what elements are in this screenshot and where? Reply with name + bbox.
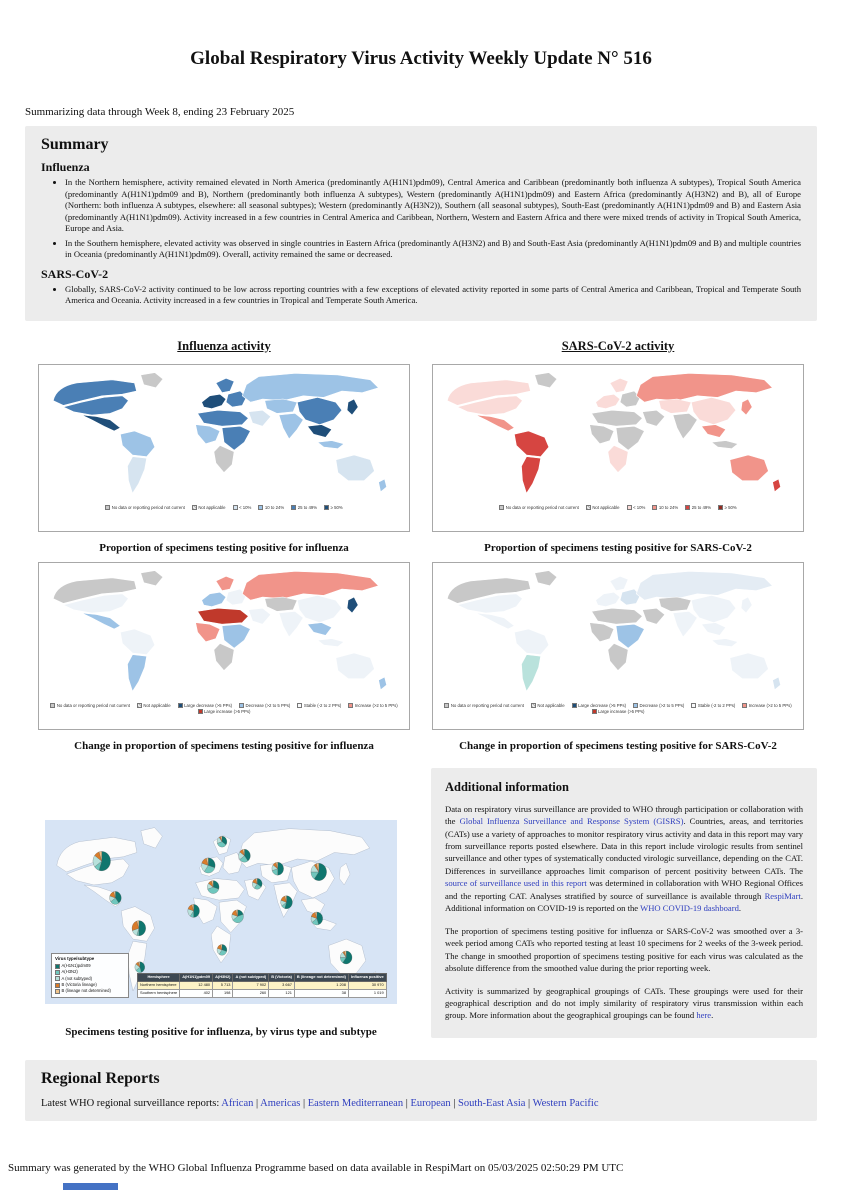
legend-label: < 10% (633, 504, 646, 510)
subtype-table-cell: 1 208 (294, 981, 348, 989)
legend-swatch (685, 505, 690, 510)
legend-item (50, 703, 130, 708)
legend-label: Stable (-2 to 2 PPs) (697, 702, 736, 708)
legend-label: ≥ 50% (724, 504, 737, 510)
influenza-change-caption: Change in proportion of specimens testing positive for influenza (74, 739, 374, 752)
subtype-table-cell: 7 902 (233, 981, 269, 989)
paragraph-text: . Countries, areas, and territories (CATs) use a variety of approaches to monitor respiratory virus activity and data in this report may vary from surveillance reports posted elsewhere. Data in this report include virologic results from sentinel surveillance and other types of systematically conducted virologic surveillance, depending on the CAT. Differences in surveillance approaches limit comparison of percent positivity between CATs. The (445, 816, 803, 876)
legend-label: Not applicable (198, 504, 226, 510)
legend-swatch (192, 505, 197, 510)
summary-section (25, 126, 817, 321)
map-legend (41, 703, 407, 714)
regional-reports-heading: Regional Reports (41, 1069, 160, 1087)
info-paragraph (445, 925, 803, 975)
legend-swatch (50, 703, 55, 708)
world-map (435, 565, 801, 701)
legend-swatch (531, 703, 536, 708)
inline-link[interactable]: WHO COVID-19 dashboard (640, 903, 739, 914)
legend-label: Decrease (>2 to 5 PPs) (245, 702, 291, 708)
pie-legend-swatch (55, 970, 60, 975)
subtype-table-header-cell: B (Victoria) (269, 974, 295, 982)
legend-swatch (137, 703, 142, 708)
regional-reports-prefix: Latest WHO regional surveillance reports: (41, 1097, 222, 1109)
legend-swatch (742, 703, 747, 708)
legend-label: ≥ 50% (330, 504, 343, 510)
legend-item (718, 505, 737, 510)
subtype-pie-column (25, 768, 417, 1046)
influenza-maps-column (38, 327, 410, 760)
legend-item (258, 505, 284, 510)
pie-legend-swatch (55, 964, 60, 969)
regional-reports-section (25, 1060, 817, 1121)
link-separator: | (403, 1097, 411, 1109)
legend-swatch (239, 703, 244, 708)
additional-info-heading: Additional information (445, 779, 569, 794)
legend-label: No data or reporting period not current (56, 702, 130, 708)
influenza-bullet: • In the Northern hemisphere, activity remained elevated in North America (predominantly A(H1N1)pdm09), Central America and Caribbean (predominantly both influenza A subtypes), Tropical South America (predominantly A(H1N1)pdm09 and B), Northern (predominantly both influenza A subtypes), Western (predominantly A(H1N1)pdm09) and Eastern Africa (predominantly A(H3N2) and B), all of Europe (Northern: both influenza A subtypes, elsewhere: all seasonal subtypes); Western (predominantly A(H3N2)), Southern (all seasonal subtypes), South-East (predominantly A(H1N1)pdm09 and B) and Eastern Asia (predominantly A(H1N1)pdm09). Activity increased in a few countries in Central America and Caribbean, Northern, Western and Eastern Africa and there were mixed trends of activity in Tropical South America, Europe and Asia. (65, 177, 801, 235)
pie-map-caption: Specimens testing positive for influenza, by virus type and subtype (65, 1025, 377, 1038)
legend-swatch (291, 505, 296, 510)
influenza-proportion-map (38, 364, 410, 532)
legend-item (198, 709, 251, 714)
subtype-table-cell: 198 (213, 989, 233, 997)
sars-bullet-list (41, 284, 801, 307)
legend-item (627, 505, 646, 510)
legend-swatch (324, 505, 329, 510)
influenza-activity-title: Influenza activity (177, 338, 271, 353)
legend-swatch (718, 505, 723, 510)
legend-label: Large increase (>5 PPs) (598, 708, 645, 714)
legend-item (572, 703, 626, 708)
legend-item (633, 703, 684, 708)
influenza-change-map (38, 562, 410, 730)
legend-item (691, 703, 735, 708)
legend-label: Increase (>2 to 5 PPs) (748, 702, 792, 708)
pie-legend-item (55, 988, 125, 994)
paragraph-text: . (711, 1010, 714, 1021)
legend-label: 25 to 49% (297, 504, 318, 510)
legend-label: Stable (-2 to 2 PPs) (303, 702, 342, 708)
legend-swatch (258, 505, 263, 510)
legend-label: Not applicable (592, 504, 620, 510)
legend-swatch (652, 505, 657, 510)
pie-legend-swatch (55, 989, 60, 994)
subtype-table (137, 973, 387, 998)
subtype-pie-map (45, 820, 397, 1004)
legend-label: 25 to 49% (691, 504, 712, 510)
legend-swatch (572, 703, 577, 708)
legend-swatch (105, 505, 110, 510)
legend-item (531, 703, 565, 708)
legend-label: No data or reporting period not current (111, 504, 185, 510)
legend-label: 10 to 24% (658, 504, 679, 510)
legend-label: Not applicable (143, 702, 171, 708)
inline-link[interactable]: here (696, 1010, 712, 1021)
legend-item (742, 703, 791, 708)
link-separator: | (253, 1097, 261, 1109)
regional-link-americas[interactable]: Americas (260, 1097, 301, 1109)
legend-item (178, 703, 232, 708)
pie-legend-title: Virus type/subtype (55, 955, 95, 961)
legend-item (233, 505, 252, 510)
legend-item (137, 703, 171, 708)
legend-label: Large increase (>5 PPs) (204, 708, 251, 714)
report-period: Summarizing data through Week 8, ending 23 February 2025 (25, 106, 295, 118)
legend-swatch (348, 703, 353, 708)
influenza-bullet: • In the Southern hemisphere, elevated activity was observed in single countries in Eastern Africa (predominantly A(H3N2) and B) and South-East Asia (predominantly A(H1N1)pdm09 and B) and multiple countries in Oceania (predominantly A(H1N1)pdm09). Overall, activity remained the same or decreased. (65, 238, 801, 261)
link-separator: | (450, 1097, 459, 1109)
paragraph-text: was determined in collaboration with WHO Regional Offices and the reporting CAT. Analyses stratified by source of surveillance is available through (445, 878, 803, 901)
sars-proportion-map (432, 364, 804, 532)
subtype-table-header-cell: Hemisphere (138, 974, 180, 982)
subtype-table-cell: 260 (233, 989, 269, 997)
legend-swatch (627, 505, 632, 510)
influenza-proportion-caption: Proportion of specimens testing positive for influenza (99, 541, 349, 554)
legend-label: 10 to 24% (264, 504, 285, 510)
legend-swatch (592, 709, 597, 714)
paragraph-text: . Additional information on COVID-19 is reported on the (445, 890, 803, 914)
legend-swatch (444, 703, 449, 708)
legend-item (444, 703, 524, 708)
pie-legend-label: A(H1N1)pdm09 (61, 963, 91, 969)
bottom-logo-strip (63, 1183, 118, 1190)
subtype-table-header-cell: A(H3N2) (213, 974, 233, 982)
subtype-table-header-cell: Influenza positive (348, 974, 386, 982)
regional-links (221, 1098, 598, 1109)
subtype-table-cell: 3 667 (269, 981, 295, 989)
additional-info-section (431, 768, 817, 1038)
summary-heading: Summary (41, 136, 109, 153)
map-legend (435, 703, 801, 714)
footer-note: Summary was generated by the WHO Global Influenza Programme based on data available in RespiMart on 05/03/2025 02:50:29 PM UTC (8, 1162, 624, 1174)
legend-swatch (198, 709, 203, 714)
link-separator: | (525, 1097, 533, 1109)
map-legend (435, 505, 801, 510)
legend-item (192, 505, 226, 510)
legend-item (291, 505, 317, 510)
subtype-table-header-cell: A (not subtyped) (233, 974, 269, 982)
subtype-table-cell: 402 (180, 989, 213, 997)
legend-item (652, 505, 678, 510)
legend-swatch (586, 505, 591, 510)
legend-label: Large decrease (>5 PPs) (184, 702, 233, 708)
sars-change-map (432, 562, 804, 730)
activity-maps-grid (38, 327, 804, 760)
subtype-table-cell: Northern hemisphere (138, 981, 180, 989)
pie-legend-label: A(H3N2) (61, 969, 78, 975)
legend-swatch (233, 505, 238, 510)
legend-item (239, 703, 290, 708)
subtype-table-header-cell: B (lineage not determined) (294, 974, 348, 982)
legend-item (499, 505, 579, 510)
pie-legend-swatch (55, 983, 60, 988)
paragraph-text: . (738, 903, 742, 914)
regional-link-south-east-asia[interactable]: South-East Asia (458, 1097, 526, 1109)
pie-legend-label: A (not subtyped) (61, 975, 92, 981)
legend-swatch (499, 505, 504, 510)
inline-link[interactable]: Global Influenza Surveillance and Response System (GISRS) (459, 816, 684, 827)
info-paragraph (445, 985, 803, 1022)
subtype-table-cell: 1 019 (348, 989, 386, 997)
legend-label: Decrease (>2 to 5 PPs) (639, 702, 685, 708)
subtype-table-row (138, 989, 387, 997)
subtype-table-cell: Southern hemisphere (138, 989, 180, 997)
pie-legend-label: B (Victoria lineage) (61, 982, 97, 988)
legend-label: No data or reporting period not current (505, 504, 579, 510)
legend-item (297, 703, 341, 708)
paragraph-text: The proportion of specimens testing positive for influenza or SARS-CoV-2 was smoothed over a 3-week period among CATs who reported testing at least 10 specimens for 2 weeks of the 3-week period. The change in smoothed proportion of specimens testing positive for each virus was calculated as the absolute difference from the smoothed value during the prior reporting week. (445, 925, 803, 974)
pie-legend-label: B (lineage not determined) (61, 988, 111, 994)
regional-link-african[interactable]: African (221, 1097, 254, 1109)
legend-item (105, 505, 185, 510)
subtype-table-cell: 121 (269, 989, 295, 997)
regional-reports-line (41, 1098, 801, 1109)
legend-label: < 10% (239, 504, 252, 510)
legend-label: Not applicable (537, 702, 565, 708)
sars-proportion-caption: Proportion of specimens testing positive for SARS-CoV-2 (484, 541, 752, 554)
legend-swatch (297, 703, 302, 708)
pie-legend-items (55, 963, 125, 994)
paragraph-text: Data on respiratory virus surveillance are provided to WHO through participation or collaboration with the (445, 803, 803, 827)
sars-activity-title: SARS-CoV-2 activity (561, 338, 675, 353)
world-map (41, 367, 407, 503)
legend-swatch (691, 703, 696, 708)
paragraph-text: Activity is summarized by geographical groupings of CATs. These groupings were used for their geographical description and do not imply similarity of respiratory virus transmission within each group. More information about the geographical groupings can be found (445, 985, 803, 1021)
influenza-bullet-list (41, 177, 801, 261)
sars-change-caption: Change in proportion of specimens testing positive for SARS-CoV-2 (459, 739, 777, 752)
legend-label: Increase (>2 to 5 PPs) (354, 702, 398, 708)
legend-item (348, 703, 397, 708)
influenza-heading: Influenza (41, 160, 90, 174)
legend-label: Large decrease (>5 PPs) (578, 702, 627, 708)
inline-link[interactable]: source of surveillance used in this report (445, 878, 587, 889)
subtype-table-cell: 30 970 (348, 981, 386, 989)
info-paragraph (445, 803, 803, 915)
regional-link-european[interactable]: European (410, 1097, 451, 1109)
legend-swatch (178, 703, 183, 708)
subtype-table-cell: 38 (294, 989, 348, 997)
sars-bullet: • Globally, SARS-CoV-2 activity continued to be low across reporting countries with a few exceptions of elevated activity reported in some parts of Central America and Caribbean, Tropical and Temperate South America and Oceania. Activity increased in a few countries in Tropical and Temperate South America. (65, 284, 801, 307)
inline-link[interactable]: RespiMart (764, 890, 801, 901)
regional-link-western-pacific[interactable]: Western Pacific (532, 1097, 599, 1109)
pie-legend (51, 953, 129, 998)
subtype-table-row (138, 981, 387, 989)
legend-label: No data or reporting period not current (450, 702, 524, 708)
legend-item (685, 505, 711, 510)
subtype-table-cell: 5 713 (213, 981, 233, 989)
sars-heading: SARS-CoV-2 (41, 266, 109, 281)
legend-swatch (633, 703, 638, 708)
world-map (41, 565, 407, 701)
legend-item (324, 505, 343, 510)
page-title: Global Respiratory Virus Activity Weekly Update N° 516 (190, 48, 652, 69)
link-separator: | (300, 1097, 308, 1109)
legend-item (586, 505, 620, 510)
map-legend (41, 505, 407, 510)
subtype-table-cell: 12 480 (180, 981, 213, 989)
regional-link-eastern-mediterranean[interactable]: Eastern Mediterranean (307, 1097, 404, 1109)
subtype-table-header-cell: A(H1N1)pdm09 (180, 974, 213, 982)
pie-legend-swatch (55, 976, 60, 981)
sars-maps-column (432, 327, 804, 760)
world-map (435, 367, 801, 503)
bottom-section (25, 768, 817, 1046)
legend-item (592, 709, 645, 714)
